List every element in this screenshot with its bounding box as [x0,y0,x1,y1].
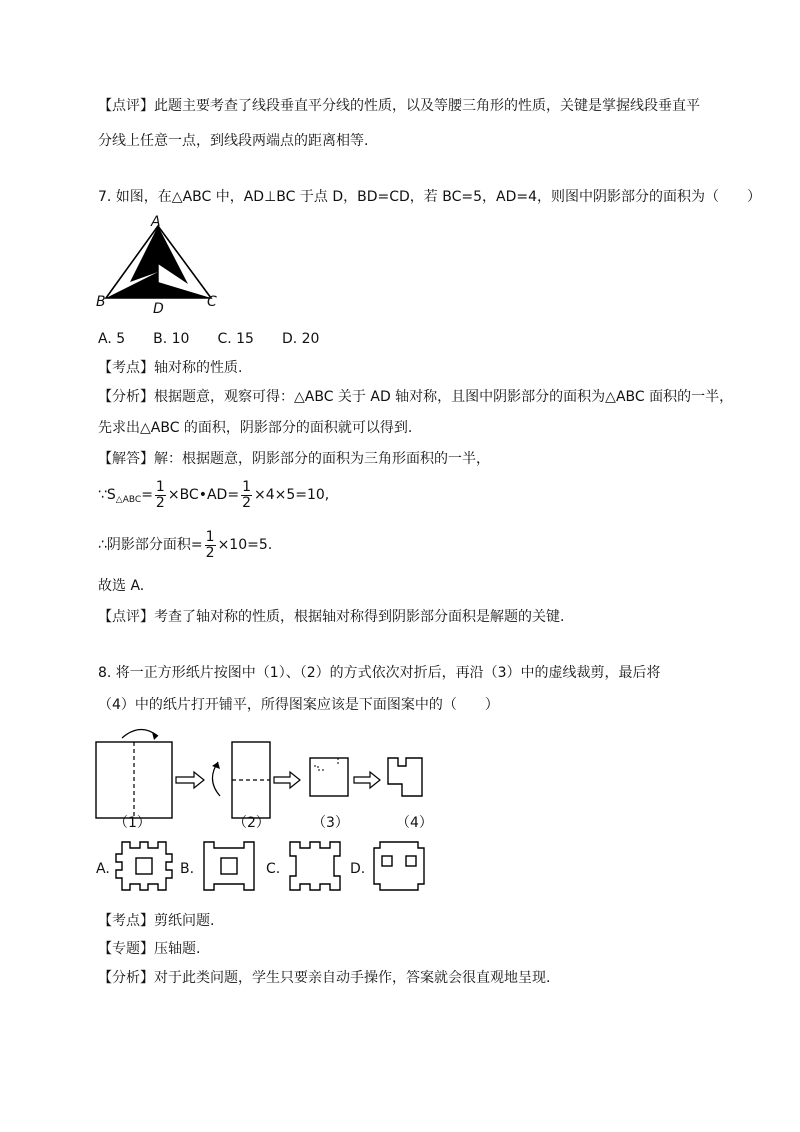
option-a-figure [114,838,174,894]
step2-rect [232,742,270,818]
q7-equation-2 [98,528,272,562]
frac-num: 1 [155,478,165,495]
step-label-2: （2） [233,815,270,831]
step-label-4: （4） [396,815,433,831]
fraction-half-3 [205,530,216,561]
eq1-subscript: △ABC [115,495,142,505]
eq1-equals: = [141,487,153,503]
q7-fenxi-1: 【分析】根据题意，观察可得：△ABC 关于 AD 轴对称，且图中阴影部分的面积为△ABC 面积的一半， [98,389,734,405]
eq2-prefix: ∴阴影部分面积= [98,537,203,553]
eq1-middle: ×BC•AD= [167,487,240,503]
frac-num: 1 [242,478,251,495]
eq1-tail: ×4×5=10, [253,487,330,503]
step-arrow-3 [354,772,380,788]
q7-fenxi-2: 先求出△ABC 的面积，阴影部分的面积就可以得到. [98,420,413,436]
q7-dianping: 【点评】考查了轴对称的性质，根据轴对称得到阴影部分面积是解题的关键. [98,609,565,625]
q8-kaodian: 【考点】剪纸问题. [98,913,215,929]
label-c: C [207,294,217,310]
step-arrow-2 [274,772,300,788]
q6-comment-line-1: 【点评】此题主要考查了线段垂直平分线的性质，以及等腰三角形的性质，关键是掌握线段垂直平 [98,98,700,114]
label-b: B [96,294,106,310]
q6-comment-line-2: 分线上任意一点，到线段两端点的距离相等. [98,133,369,149]
frac-den: 2 [205,544,215,561]
option-d-label: D. [350,861,366,877]
frac-den: 2 [155,494,165,511]
q7-answer: 故选 A. [98,578,145,594]
q8-folding-steps-figure [92,724,432,824]
step2-arrowhead [212,762,220,769]
option-b-figure [198,838,260,894]
frac-num: 1 [205,528,215,545]
step3-square [310,758,348,796]
option-c-label: C. [266,861,281,877]
option-a-label: A. [96,861,110,877]
label-d: D [153,301,164,317]
q7-jieda: 【解答】解：根据题意，阴影部分的面积为三角形面积的一半， [98,451,490,467]
q7-options: A. 5 B. 10 C. 15 D. 20 [98,331,320,347]
q8-question-2: （4）中的纸片打开铺平，所得图案应该是下面图案中的（ ） [98,697,499,713]
fraction-half-1 [155,480,166,511]
eq1-prefix: ∵S [98,487,116,503]
step-arrow-1 [176,772,204,788]
frac-den: 2 [242,494,251,511]
eq2-tail: ×10=5. [217,537,273,553]
q8-question-1: 8. 将一正方形纸片按图中（1）、（2）的方式依次对折后，再沿（3）中的虚线裁剪，最后将 [98,665,661,681]
q7-equation-1 [98,478,329,517]
step-label-3: （3） [312,815,349,831]
label-a: A [151,214,161,230]
option-c-figure [284,838,346,894]
step-label-1: （1） [114,815,151,831]
fraction-half-2 [241,480,252,511]
option-d-figure [368,838,430,894]
q8-fenxi: 【分析】对于此类问题，学生只要亲自动手操作，答案就会很直观地呈现. [98,970,551,986]
step4-shape [388,758,422,796]
option-b-label: B. [180,861,195,877]
q8-zhuanti: 【专题】压轴题. [98,941,201,957]
q7-kaodian: 【考点】轴对称的性质. [98,360,243,376]
q7-question: 7. 如图，在△ABC 中，AD⊥BC 于点 D，BD=CD，若 BC=5，AD=4，则图中阴影部分的面积为（ ） [98,189,761,205]
